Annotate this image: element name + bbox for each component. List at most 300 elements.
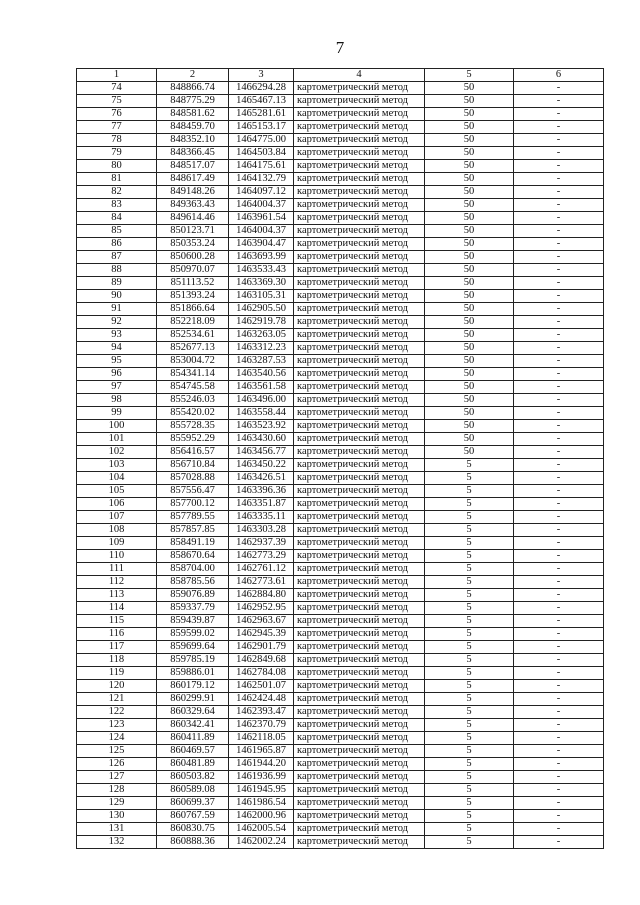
cell-col-3: 1462370.79	[229, 719, 294, 732]
cell-col-6: -	[514, 342, 604, 355]
cell-col-4: картометрический метод	[294, 394, 425, 407]
cell-col-1: 121	[77, 693, 157, 706]
cell-col-5: 50	[425, 251, 514, 264]
cell-col-4: картометрический метод	[294, 95, 425, 108]
cell-col-3: 1462937.39	[229, 537, 294, 550]
cell-col-5: 50	[425, 199, 514, 212]
cell-col-5: 5	[425, 459, 514, 472]
table-row	[77, 238, 604, 251]
cell-col-5: 50	[425, 277, 514, 290]
cell-col-3: 1461944.20	[229, 758, 294, 771]
cell-col-5: 50	[425, 420, 514, 433]
cell-col-1: 109	[77, 537, 157, 550]
table-row	[77, 706, 604, 719]
cell-col-3: 1464503.84	[229, 147, 294, 160]
cell-col-4: картометрический метод	[294, 108, 425, 121]
cell-col-1: 116	[77, 628, 157, 641]
cell-col-6: -	[514, 433, 604, 446]
table-row	[77, 446, 604, 459]
cell-col-3: 1461936.99	[229, 771, 294, 784]
cell-col-4: картометрический метод	[294, 316, 425, 329]
table-row	[77, 485, 604, 498]
cell-col-4: картометрический метод	[294, 303, 425, 316]
cell-col-4: картометрический метод	[294, 459, 425, 472]
cell-col-2: 855246.03	[157, 394, 229, 407]
table-row	[77, 355, 604, 368]
cell-col-1: 85	[77, 225, 157, 238]
table-row	[77, 654, 604, 667]
table-row	[77, 810, 604, 823]
cell-col-4: картометрический метод	[294, 277, 425, 290]
cell-col-6: -	[514, 160, 604, 173]
cell-col-2: 850970.07	[157, 264, 229, 277]
coordinates-table	[76, 68, 604, 849]
table-row	[77, 836, 604, 849]
cell-col-1: 89	[77, 277, 157, 290]
cell-col-6: -	[514, 602, 604, 615]
cell-col-4: картометрический метод	[294, 433, 425, 446]
table-row	[77, 433, 604, 446]
cell-col-2: 859886.01	[157, 667, 229, 680]
cell-col-3: 1461945.95	[229, 784, 294, 797]
header-col-3: 3	[229, 69, 294, 82]
table-row	[77, 225, 604, 238]
cell-col-4: картометрический метод	[294, 550, 425, 563]
table-row	[77, 823, 604, 836]
cell-col-2: 849614.46	[157, 212, 229, 225]
cell-col-4: картометрический метод	[294, 836, 425, 849]
table-row	[77, 316, 604, 329]
cell-col-3: 1463496.00	[229, 394, 294, 407]
cell-col-3: 1463369.30	[229, 277, 294, 290]
page-number: 7	[335, 38, 345, 57]
cell-col-4: картометрический метод	[294, 576, 425, 589]
cell-col-6: -	[514, 134, 604, 147]
cell-col-5: 5	[425, 628, 514, 641]
cell-col-6: -	[514, 836, 604, 849]
cell-col-6: -	[514, 550, 604, 563]
cell-col-6: -	[514, 680, 604, 693]
cell-col-4: картометрический метод	[294, 602, 425, 615]
cell-col-5: 50	[425, 121, 514, 134]
cell-col-3: 1463426.51	[229, 472, 294, 485]
cell-col-3: 1464132.79	[229, 173, 294, 186]
cell-col-3: 1462884.80	[229, 589, 294, 602]
cell-col-3: 1462773.29	[229, 550, 294, 563]
table-row	[77, 82, 604, 95]
table-row	[77, 680, 604, 693]
table-row	[77, 95, 604, 108]
cell-col-2: 860469.57	[157, 745, 229, 758]
cell-col-3: 1463523.92	[229, 420, 294, 433]
table-row	[77, 732, 604, 745]
table-row	[77, 563, 604, 576]
cell-col-5: 50	[425, 173, 514, 186]
cell-col-1: 103	[77, 459, 157, 472]
cell-col-3: 1462393.47	[229, 706, 294, 719]
cell-col-6: -	[514, 628, 604, 641]
cell-col-4: картометрический метод	[294, 797, 425, 810]
cell-col-2: 859439.87	[157, 615, 229, 628]
cell-col-3: 1463456.77	[229, 446, 294, 459]
cell-col-1: 113	[77, 589, 157, 602]
cell-col-1: 118	[77, 654, 157, 667]
cell-col-3: 1462905.50	[229, 303, 294, 316]
table-row	[77, 199, 604, 212]
cell-col-1: 101	[77, 433, 157, 446]
cell-col-2: 860767.59	[157, 810, 229, 823]
cell-col-6: -	[514, 498, 604, 511]
cell-col-1: 93	[77, 329, 157, 342]
cell-col-5: 50	[425, 355, 514, 368]
cell-col-1: 124	[77, 732, 157, 745]
cell-col-2: 848617.49	[157, 173, 229, 186]
table-row	[77, 147, 604, 160]
table-row	[77, 160, 604, 173]
cell-col-5: 5	[425, 602, 514, 615]
cell-col-1: 82	[77, 186, 157, 199]
cell-col-6: -	[514, 485, 604, 498]
cell-col-5: 5	[425, 797, 514, 810]
cell-col-6: -	[514, 693, 604, 706]
cell-col-5: 5	[425, 524, 514, 537]
cell-col-1: 123	[77, 719, 157, 732]
table-row	[77, 719, 604, 732]
cell-col-1: 74	[77, 82, 157, 95]
cell-col-5: 5	[425, 784, 514, 797]
cell-col-6: -	[514, 589, 604, 602]
cell-col-6: -	[514, 238, 604, 251]
cell-col-4: картометрический метод	[294, 147, 425, 160]
cell-col-1: 98	[77, 394, 157, 407]
cell-col-1: 131	[77, 823, 157, 836]
cell-col-3: 1465467.13	[229, 95, 294, 108]
cell-col-2: 860329.64	[157, 706, 229, 719]
cell-col-2: 857789.55	[157, 511, 229, 524]
cell-col-2: 860589.08	[157, 784, 229, 797]
cell-col-1: 132	[77, 836, 157, 849]
cell-col-5: 5	[425, 537, 514, 550]
cell-col-6: -	[514, 381, 604, 394]
cell-col-5: 5	[425, 667, 514, 680]
cell-col-2: 860411.89	[157, 732, 229, 745]
table-row	[77, 420, 604, 433]
cell-col-3: 1463351.87	[229, 498, 294, 511]
cell-col-4: картометрический метод	[294, 667, 425, 680]
cell-col-2: 859785.19	[157, 654, 229, 667]
cell-col-3: 1462945.39	[229, 628, 294, 641]
cell-col-1: 96	[77, 368, 157, 381]
cell-col-5: 50	[425, 238, 514, 251]
cell-col-1: 105	[77, 485, 157, 498]
cell-col-2: 851393.24	[157, 290, 229, 303]
cell-col-2: 857556.47	[157, 485, 229, 498]
cell-col-6: -	[514, 277, 604, 290]
cell-col-2: 851866.64	[157, 303, 229, 316]
cell-col-2: 850123.71	[157, 225, 229, 238]
cell-col-1: 117	[77, 641, 157, 654]
table-row	[77, 186, 604, 199]
cell-col-2: 860342.41	[157, 719, 229, 732]
cell-col-4: картометрический метод	[294, 745, 425, 758]
cell-col-5: 50	[425, 342, 514, 355]
cell-col-1: 125	[77, 745, 157, 758]
cell-col-2: 858491.19	[157, 537, 229, 550]
cell-col-5: 5	[425, 589, 514, 602]
cell-col-2: 856710.84	[157, 459, 229, 472]
cell-col-1: 130	[77, 810, 157, 823]
cell-col-2: 857028.88	[157, 472, 229, 485]
cell-col-4: картометрический метод	[294, 134, 425, 147]
cell-col-1: 104	[77, 472, 157, 485]
table-row	[77, 459, 604, 472]
table-row	[77, 108, 604, 121]
cell-col-3: 1463396.36	[229, 485, 294, 498]
cell-col-6: -	[514, 823, 604, 836]
cell-col-4: картометрический метод	[294, 238, 425, 251]
cell-col-6: -	[514, 706, 604, 719]
cell-col-1: 79	[77, 147, 157, 160]
cell-col-2: 848866.74	[157, 82, 229, 95]
table-body	[77, 82, 604, 849]
table-row	[77, 784, 604, 797]
cell-col-6: -	[514, 797, 604, 810]
table-row	[77, 524, 604, 537]
cell-col-1: 128	[77, 784, 157, 797]
cell-col-6: -	[514, 368, 604, 381]
cell-col-3: 1461965.87	[229, 745, 294, 758]
cell-col-6: -	[514, 758, 604, 771]
cell-col-4: картометрический метод	[294, 732, 425, 745]
cell-col-2: 858704.00	[157, 563, 229, 576]
cell-col-1: 86	[77, 238, 157, 251]
cell-col-1: 94	[77, 342, 157, 355]
table-row	[77, 628, 604, 641]
table-row	[77, 797, 604, 810]
cell-col-4: картометрический метод	[294, 186, 425, 199]
cell-col-4: картометрический метод	[294, 290, 425, 303]
cell-col-5: 5	[425, 758, 514, 771]
cell-col-2: 860503.82	[157, 771, 229, 784]
cell-col-6: -	[514, 264, 604, 277]
cell-col-2: 860481.89	[157, 758, 229, 771]
cell-col-5: 5	[425, 836, 514, 849]
cell-col-6: -	[514, 810, 604, 823]
cell-col-4: картометрический метод	[294, 628, 425, 641]
cell-col-5: 5	[425, 719, 514, 732]
cell-col-6: -	[514, 654, 604, 667]
cell-col-3: 1463287.53	[229, 355, 294, 368]
cell-col-4: картометрический метод	[294, 641, 425, 654]
header-row	[77, 69, 604, 82]
cell-col-2: 855420.02	[157, 407, 229, 420]
cell-col-1: 106	[77, 498, 157, 511]
cell-col-3: 1464175.61	[229, 160, 294, 173]
cell-col-6: -	[514, 394, 604, 407]
header-col-5: 5	[425, 69, 514, 82]
table-row	[77, 134, 604, 147]
table-row	[77, 641, 604, 654]
cell-col-5: 50	[425, 264, 514, 277]
cell-col-4: картометрический метод	[294, 329, 425, 342]
cell-col-1: 100	[77, 420, 157, 433]
table-row	[77, 173, 604, 186]
cell-col-5: 50	[425, 316, 514, 329]
cell-col-5: 5	[425, 680, 514, 693]
cell-col-1: 112	[77, 576, 157, 589]
cell-col-3: 1463533.43	[229, 264, 294, 277]
cell-col-4: картометрический метод	[294, 160, 425, 173]
cell-col-1: 99	[77, 407, 157, 420]
cell-col-4: картометрический метод	[294, 719, 425, 732]
table-row	[77, 342, 604, 355]
table-row	[77, 771, 604, 784]
cell-col-2: 860299.91	[157, 693, 229, 706]
header-col-1: 1	[77, 69, 157, 82]
cell-col-1: 115	[77, 615, 157, 628]
table-row	[77, 602, 604, 615]
cell-col-1: 77	[77, 121, 157, 134]
cell-col-4: картометрический метод	[294, 212, 425, 225]
table-row	[77, 407, 604, 420]
table-row	[77, 264, 604, 277]
cell-col-2: 850353.24	[157, 238, 229, 251]
cell-col-3: 1462424.48	[229, 693, 294, 706]
cell-col-6: -	[514, 719, 604, 732]
header-col-6: 6	[514, 69, 604, 82]
cell-col-5: 5	[425, 706, 514, 719]
cell-col-1: 75	[77, 95, 157, 108]
cell-col-4: картометрический метод	[294, 381, 425, 394]
cell-col-3: 1462963.67	[229, 615, 294, 628]
cell-col-1: 119	[77, 667, 157, 680]
cell-col-3: 1466294.28	[229, 82, 294, 95]
cell-col-6: -	[514, 186, 604, 199]
cell-col-6: -	[514, 199, 604, 212]
cell-col-6: -	[514, 316, 604, 329]
cell-col-6: -	[514, 446, 604, 459]
cell-col-1: 111	[77, 563, 157, 576]
cell-col-1: 83	[77, 199, 157, 212]
cell-col-5: 5	[425, 472, 514, 485]
cell-col-4: картометрический метод	[294, 498, 425, 511]
cell-col-4: картометрический метод	[294, 82, 425, 95]
table-row	[77, 498, 604, 511]
cell-col-3: 1465153.17	[229, 121, 294, 134]
cell-col-3: 1462118.05	[229, 732, 294, 745]
cell-col-5: 50	[425, 108, 514, 121]
cell-col-5: 5	[425, 615, 514, 628]
cell-col-2: 855952.29	[157, 433, 229, 446]
cell-col-6: -	[514, 303, 604, 316]
cell-col-4: картометрический метод	[294, 355, 425, 368]
cell-col-5: 50	[425, 212, 514, 225]
cell-col-4: картометрический метод	[294, 368, 425, 381]
cell-col-6: -	[514, 108, 604, 121]
table-row	[77, 277, 604, 290]
cell-col-6: -	[514, 420, 604, 433]
cell-col-4: картометрический метод	[294, 823, 425, 836]
cell-col-5: 50	[425, 134, 514, 147]
cell-col-5: 50	[425, 329, 514, 342]
table-row	[77, 745, 604, 758]
cell-col-5: 50	[425, 381, 514, 394]
cell-col-4: картометрический метод	[294, 251, 425, 264]
cell-col-6: -	[514, 511, 604, 524]
cell-col-3: 1463303.28	[229, 524, 294, 537]
cell-col-2: 859076.89	[157, 589, 229, 602]
cell-col-4: картометрический метод	[294, 693, 425, 706]
table-row	[77, 758, 604, 771]
cell-col-5: 50	[425, 446, 514, 459]
cell-col-3: 1464097.12	[229, 186, 294, 199]
cell-col-1: 84	[77, 212, 157, 225]
cell-col-1: 97	[77, 381, 157, 394]
cell-col-6: -	[514, 615, 604, 628]
cell-col-4: картометрический метод	[294, 225, 425, 238]
table-row	[77, 368, 604, 381]
cell-col-3: 1462761.12	[229, 563, 294, 576]
cell-col-4: картометрический метод	[294, 173, 425, 186]
cell-col-3: 1463961.54	[229, 212, 294, 225]
cell-col-1: 107	[77, 511, 157, 524]
cell-col-2: 858670.64	[157, 550, 229, 563]
cell-col-3: 1462005.54	[229, 823, 294, 836]
cell-col-1: 90	[77, 290, 157, 303]
cell-col-6: -	[514, 459, 604, 472]
cell-col-4: картометрический метод	[294, 446, 425, 459]
cell-col-2: 848517.07	[157, 160, 229, 173]
cell-col-3: 1462952.95	[229, 602, 294, 615]
cell-col-4: картометрический метод	[294, 784, 425, 797]
cell-col-3: 1463450.22	[229, 459, 294, 472]
cell-col-4: картометрический метод	[294, 199, 425, 212]
cell-col-4: картометрический метод	[294, 706, 425, 719]
table-row	[77, 589, 604, 602]
cell-col-1: 88	[77, 264, 157, 277]
cell-col-5: 5	[425, 771, 514, 784]
cell-col-1: 91	[77, 303, 157, 316]
table-row	[77, 693, 604, 706]
table-row	[77, 381, 604, 394]
cell-col-3: 1462784.08	[229, 667, 294, 680]
cell-col-1: 80	[77, 160, 157, 173]
cell-col-3: 1462501.07	[229, 680, 294, 693]
header-col-2: 2	[157, 69, 229, 82]
cell-col-4: картометрический метод	[294, 680, 425, 693]
cell-col-2: 848581.62	[157, 108, 229, 121]
cell-col-1: 127	[77, 771, 157, 784]
table-row	[77, 121, 604, 134]
cell-col-4: картометрический метод	[294, 537, 425, 550]
cell-col-4: картометрический метод	[294, 524, 425, 537]
cell-col-2: 850600.28	[157, 251, 229, 264]
table-row	[77, 290, 604, 303]
cell-col-2: 853004.72	[157, 355, 229, 368]
cell-col-2: 855728.35	[157, 420, 229, 433]
table-row	[77, 329, 604, 342]
cell-col-5: 5	[425, 745, 514, 758]
cell-col-6: -	[514, 251, 604, 264]
table-row	[77, 576, 604, 589]
cell-col-2: 852218.09	[157, 316, 229, 329]
cell-col-6: -	[514, 667, 604, 680]
cell-col-5: 50	[425, 433, 514, 446]
cell-col-2: 856416.57	[157, 446, 229, 459]
cell-col-5: 50	[425, 147, 514, 160]
cell-col-4: картометрический метод	[294, 472, 425, 485]
cell-col-2: 848459.70	[157, 121, 229, 134]
